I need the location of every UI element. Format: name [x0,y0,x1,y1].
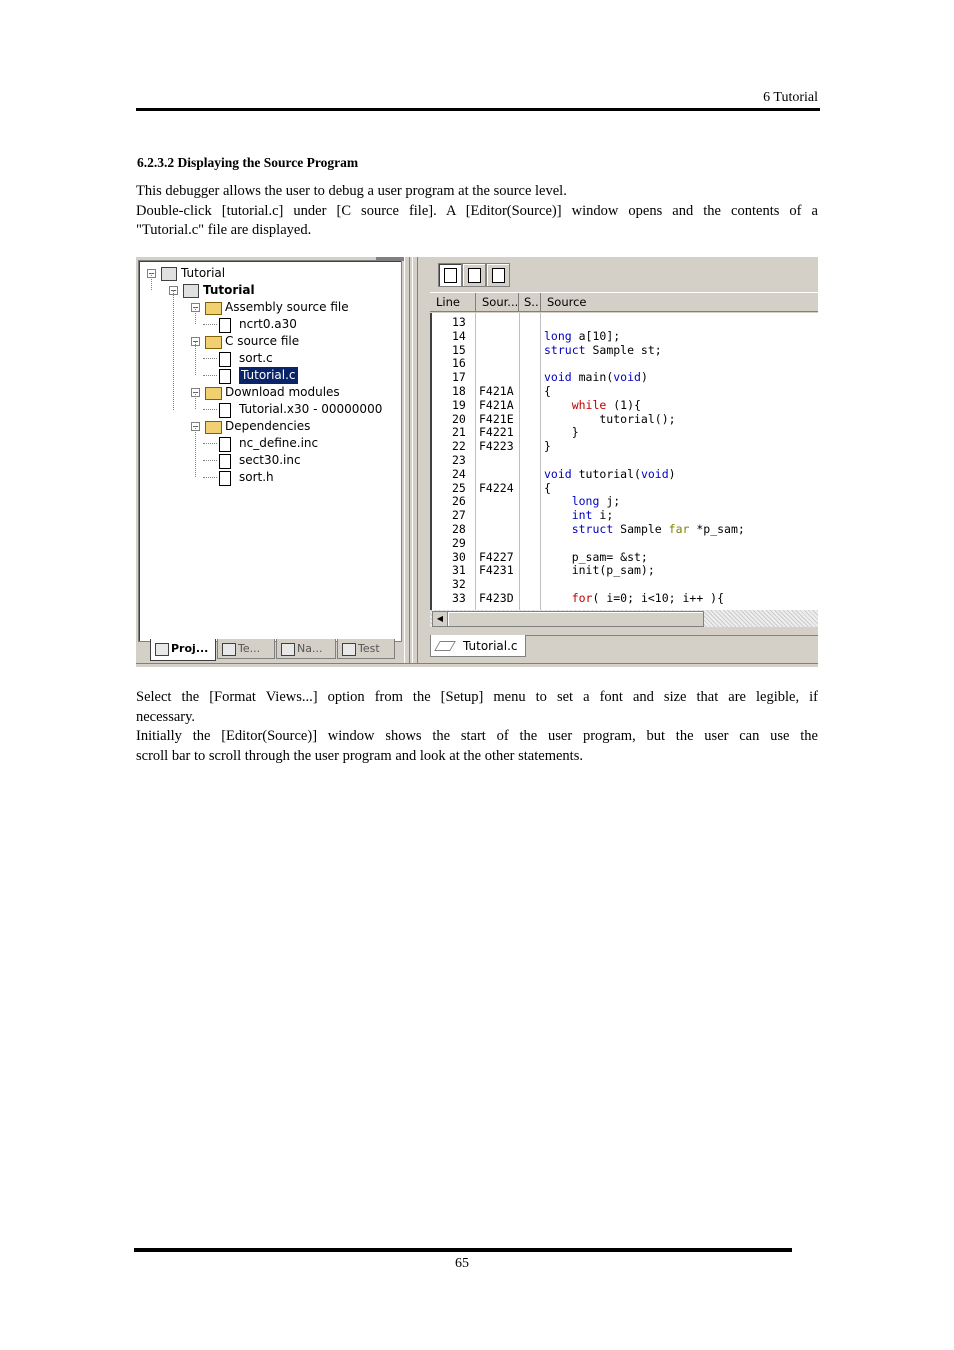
code-token: i; [592,508,614,523]
code-token: *p_sam; [689,522,745,536]
source-code-area[interactable] [430,313,818,610]
line-number: 22 [452,439,466,454]
column-source-address[interactable]: Sour... [476,293,519,311]
source-text [544,550,648,564]
outro-line-1: Select the [Format Views...] option from the [Setup] menu to set a font and size that are legible, if [136,689,818,705]
tree-item-label: Tutorial.x30 - 00000000 [239,402,383,416]
project-icon [183,284,199,298]
tree-item-label: Tutorial [181,266,226,280]
code-token: Sample [613,522,669,536]
tree-item-label: nc_define.inc [239,436,319,450]
source-address: F423D [479,591,514,605]
address-column-separator [519,313,520,610]
source-text [544,563,655,577]
code-keyword: far [668,522,690,536]
code-token: (1){ [606,397,641,412]
tree-guide-line [195,341,196,375]
code-token: j; [599,494,621,509]
source-text [544,591,724,605]
column-source[interactable]: Source [547,295,587,309]
text-file-icon [219,454,231,469]
folder-icon [205,302,222,315]
pane-splitter[interactable] [404,257,418,667]
download-file-icon [219,403,231,418]
folder-icon [205,336,222,349]
mixed-mode-button[interactable] [486,263,510,287]
scroll-left-icon[interactable]: ◀ [432,611,448,627]
column-line[interactable]: Line [430,293,476,311]
code-token: Sample st; [585,342,662,357]
tree-connector [203,358,217,359]
collapse-icon[interactable]: − [170,286,177,295]
collapse-icon[interactable]: − [192,422,199,431]
code-keyword: void [640,466,669,481]
projects-tab-icon [155,643,169,656]
source-address: F4223 [479,439,514,454]
line-number: 13 [452,315,466,329]
source-address: F421A [479,397,514,412]
footer-rule [134,1248,792,1252]
line-number: 14 [452,328,466,343]
horizontal-scrollbar[interactable] [430,610,818,627]
code-token: tutorial( [571,466,641,481]
workspace-icon [161,267,177,281]
collapse-icon[interactable]: − [148,269,155,278]
outro-line-4: scroll bar to scroll through the user program and look at the other statements. [136,747,583,764]
collapse-icon[interactable]: − [192,303,199,312]
tree-item-label: Tutorial.c [241,368,296,382]
column-status[interactable]: S.. [519,293,541,311]
source-text [544,398,641,412]
tree-item-label: Dependencies [225,419,311,433]
line-number: 28 [452,522,466,536]
tab-templates[interactable]: Te... [217,639,275,659]
intro-line-1: This debugger allows the user to debug a user program at the source level. [136,183,567,199]
line-number: 16 [452,356,466,371]
code-keyword: void [613,370,641,385]
line-number: 24 [452,466,466,481]
code-token [544,508,572,522]
source-mode-button[interactable] [438,263,462,287]
scrollbar-thumb[interactable] [447,611,704,627]
tree-item-label: ncrt0.a30 [239,317,297,331]
tree-item-label: sect30.inc [239,453,301,467]
code-token [544,494,572,508]
code-token [544,398,572,412]
tree-guide-line [195,307,196,324]
section-title: 6.2.3.2 Displaying the Source Program [137,155,359,170]
running-header: 6 Tutorial [763,90,818,105]
source-text [544,343,662,357]
source-address: F421E [479,411,514,426]
templates-tab-icon [222,643,236,656]
source-text [544,481,551,495]
outro-line-3: Initially the [Editor(Source)] window shows the start of the user program, but the user can use the [136,728,818,744]
tree-item-label: sort.c [239,351,273,365]
editor-column-header [430,292,818,312]
download-file-icon [219,318,231,333]
code-token: init(p_sam); [544,563,655,578]
source-text [544,494,620,508]
source-address: F421A [479,384,514,398]
line-number: 30 [452,549,466,564]
source-text [544,439,551,453]
source-address: F4231 [479,563,514,578]
file-tab-icon [434,641,456,651]
tree-guide-line [173,290,174,410]
line-number: 20 [452,411,466,426]
code-keyword: for [571,591,593,605]
source-text [544,329,620,343]
line-number: 32 [452,577,466,592]
outro-line-2: necessary. [136,708,196,725]
source-text [544,522,745,536]
header-rule [136,108,820,111]
source-text [544,467,676,481]
tab-tutorial-c[interactable]: Tutorial.c [430,635,526,657]
code-keyword: void [544,466,572,481]
tree-connector [203,409,217,410]
line-column-separator [475,313,476,610]
disassembly-mode-button[interactable] [462,263,486,287]
tree-guide-line [195,392,196,409]
source-address: F4224 [479,480,514,495]
code-token: } [544,425,579,440]
collapse-icon[interactable]: − [192,337,199,346]
text-file-icon [219,471,231,486]
download-file-icon [219,369,231,384]
code-keyword: struct [571,522,614,536]
line-number: 26 [452,494,466,509]
code-keyword: long [571,494,600,509]
tree-item-label: Download modules [225,385,340,399]
line-number: 15 [452,342,466,357]
collapse-icon[interactable]: − [192,388,199,397]
source-text [544,412,676,426]
line-number: 19 [452,397,466,412]
tree-connector [203,477,217,478]
code-keyword: void [544,370,572,385]
tree-item-label: Assembly source file [225,300,349,314]
code-token: main( [571,370,614,385]
line-number: 17 [452,370,466,385]
tree-connector [203,443,217,444]
code-token: { [544,480,551,495]
editor-toolbar [430,259,818,291]
tree-guide-line [195,426,196,477]
code-token: a[10]; [571,328,621,343]
tree-item-label: sort.h [239,470,274,484]
editor-tab-strip [430,635,818,658]
hew-screenshot [136,257,818,667]
tab-navigation[interactable]: Na... [276,639,336,659]
code-token: p_sam= &st; [544,549,648,564]
disassembly-mode-icon [468,268,481,283]
code-keyword: struct [544,342,586,357]
code-token: { [544,384,551,398]
code-keyword: long [544,328,572,343]
source-text [544,370,648,384]
code-keyword: int [571,508,593,523]
source-mode-icon [444,268,457,283]
code-token: tutorial(); [544,411,676,426]
line-number: 21 [452,425,466,440]
tree-connector [203,324,217,325]
code-token: } [544,439,551,454]
line-number: 33 [452,591,466,605]
source-address: F4221 [479,425,514,440]
code-token: ) [668,466,676,481]
line-number: 25 [452,480,466,495]
intro-line-3: "Tutorial.c" file are displayed. [136,222,312,238]
window-bottom-edge [136,663,818,667]
folder-icon [205,421,222,434]
tree-item-label: C source file [225,334,300,348]
code-token [544,591,572,605]
line-number: 18 [452,384,466,398]
line-number: 23 [452,453,466,467]
intro-line-2: Double-click [tutorial.c] under [C source file]. A [Editor(Source)] window opens and the contents of a [136,202,818,219]
tab-projects[interactable]: Proj... [150,639,216,661]
folder-icon [205,387,222,400]
tree-connector [203,375,217,376]
source-text [544,508,613,522]
line-number: 27 [452,508,466,523]
code-token: ) [640,370,648,385]
mixed-mode-icon [492,268,505,283]
tree-item-label: Tutorial [203,283,255,297]
test-tab-icon [342,643,356,656]
navigation-tab-icon [281,643,295,656]
tree-guide-line [151,273,152,290]
code-token [544,522,572,536]
source-text [544,425,579,439]
download-file-icon [219,352,231,367]
status-column-separator [540,313,541,610]
line-number: 31 [452,563,466,578]
line-number: 29 [452,535,466,550]
tree-connector [203,460,217,461]
tab-test[interactable]: Test [337,639,395,659]
editor-source-window [430,257,818,667]
text-file-icon [219,437,231,452]
page-number: 65 [455,1256,469,1271]
source-text [544,384,551,398]
outro-paragraph [136,688,818,766]
code-token: ( i=0; i<10; i++ ){ [592,591,725,605]
code-keyword: while [571,397,607,412]
source-address: F4227 [479,549,514,564]
intro-paragraph [136,182,818,241]
workspace-tree-pane [138,260,402,642]
